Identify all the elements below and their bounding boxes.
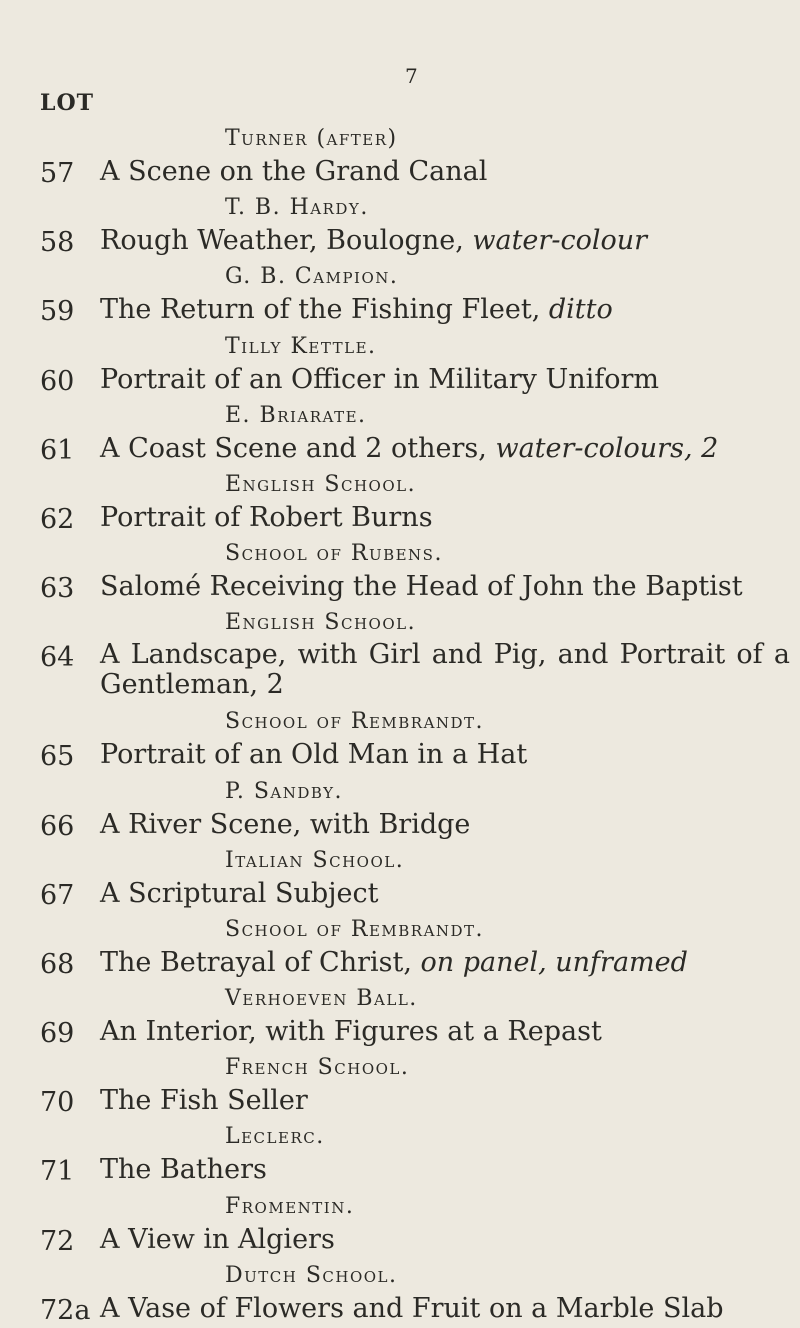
lot-artist: G. B. Campion. xyxy=(225,264,399,290)
lot-title-text: A Coast Scene and 2 others, xyxy=(100,432,496,464)
lot-artist: Leclerc. xyxy=(225,1124,325,1150)
lot-artist: Tilly Kettle. xyxy=(225,333,377,359)
lot-artist: School of Rembrandt. xyxy=(225,916,485,942)
lot-title xyxy=(100,1224,800,1255)
lot-title xyxy=(100,502,800,533)
lot-artist: E. Briarate. xyxy=(225,402,367,428)
lot-title-text: A Landscape, with Girl and Pig, and Portrait of a Gentleman, 2 xyxy=(100,639,790,701)
lot-artist: School of Rubens. xyxy=(225,541,443,567)
lot-title-text: Portrait of an Old Man in a Hat xyxy=(100,739,528,771)
lot-number: 72 xyxy=(40,1225,75,1257)
lot-title-text: An Interior, with Figures at a Repast xyxy=(100,1016,602,1048)
lot-number: 70 xyxy=(40,1087,75,1119)
lot-artist: Verhoeven Ball. xyxy=(225,986,418,1012)
lot-medium-note: on panel, unframed xyxy=(420,946,688,978)
lot-title-text: The Fish Seller xyxy=(100,1085,308,1117)
lot-entry xyxy=(0,1259,800,1328)
lot-title xyxy=(100,571,800,602)
lot-title xyxy=(100,878,800,909)
lot-entry xyxy=(0,1120,800,1189)
lot-medium-note: water-colours, 2 xyxy=(495,432,719,464)
lot-title xyxy=(100,1154,800,1185)
lot-entry xyxy=(0,606,800,705)
lot-column-header: LOT xyxy=(40,90,95,116)
lot-entry xyxy=(0,191,800,260)
lot-title xyxy=(100,1085,800,1116)
lot-number: 59 xyxy=(40,296,75,328)
lot-title xyxy=(100,156,800,187)
lot-entry xyxy=(0,844,800,913)
lot-title-text: A Scene on the Grand Canal xyxy=(100,156,488,187)
lot-number: 69 xyxy=(40,1018,75,1050)
lot-number: 67 xyxy=(40,879,75,911)
page-number: 7 xyxy=(405,64,418,88)
lot-title xyxy=(100,739,800,770)
lot-entry xyxy=(0,1051,800,1120)
lot-title xyxy=(100,225,800,256)
lot-title xyxy=(100,947,800,978)
lot-artist: Fromentin. xyxy=(225,1193,355,1219)
lot-title-text: A View in Algiers xyxy=(100,1223,335,1255)
lot-title-text: The Return of the Fishing Fleet, xyxy=(100,294,549,326)
lot-artist: English School. xyxy=(225,610,417,636)
lot-title-text: Portrait of an Officer in Military Uniform xyxy=(100,363,659,395)
lot-title xyxy=(100,640,790,700)
lot-title xyxy=(100,1293,800,1324)
lot-entry xyxy=(0,330,800,399)
lot-title-text: A River Scene, with Bridge xyxy=(100,808,471,840)
lot-number: 66 xyxy=(40,810,75,842)
lot-artist: Turner (after) xyxy=(225,126,398,151)
lot-list xyxy=(0,122,800,1328)
lot-title-text: Rough Weather, Boulogne, xyxy=(100,225,473,257)
lot-artist: School of Rembrandt. xyxy=(225,709,485,735)
lot-title-text: A Scriptural Subject xyxy=(100,877,379,909)
lot-artist: T. B. Hardy. xyxy=(225,195,369,221)
lot-entry xyxy=(0,705,800,774)
lot-title-text: A Vase of Flowers and Fruit on a Marble Slab xyxy=(100,1292,724,1324)
lot-entry xyxy=(0,468,800,537)
lot-title-text: Salomé Receiving the Head of John the Baptist xyxy=(100,571,743,603)
lot-title xyxy=(100,809,800,840)
lot-number: 65 xyxy=(40,741,75,773)
lot-artist: Dutch School. xyxy=(225,1262,398,1288)
lot-medium-note: water-colour xyxy=(472,225,648,257)
lot-number: 61 xyxy=(40,434,75,466)
lot-number: 58 xyxy=(40,227,75,259)
lot-entry xyxy=(0,913,800,982)
lot-number: 72a xyxy=(40,1294,91,1326)
lot-artist: Italian School. xyxy=(225,847,405,873)
lot-title-text: Portrait of Robert Burns xyxy=(100,501,433,533)
lot-number: 64 xyxy=(40,642,75,674)
lot-number: 63 xyxy=(40,573,75,605)
lot-title xyxy=(100,364,800,395)
lot-entry xyxy=(0,399,800,468)
lot-title xyxy=(100,1016,800,1047)
lot-entry xyxy=(0,982,800,1051)
lot-entry xyxy=(0,122,800,191)
lot-number: 57 xyxy=(40,158,75,189)
lot-number: 68 xyxy=(40,948,75,980)
lot-title xyxy=(100,433,800,464)
lot-number: 60 xyxy=(40,365,75,397)
lot-artist: French School. xyxy=(225,1055,410,1081)
lot-number: 62 xyxy=(40,503,75,535)
lot-entry xyxy=(0,775,800,844)
lot-entry xyxy=(0,260,800,329)
lot-title-text: The Bathers xyxy=(100,1154,267,1186)
lot-artist: English School. xyxy=(225,471,417,497)
lot-title-text: The Betrayal of Christ, xyxy=(100,946,421,978)
lot-number: 71 xyxy=(40,1156,75,1188)
lot-artist: P. Sandby. xyxy=(225,778,344,804)
lot-title xyxy=(100,294,800,325)
lot-medium-note: ditto xyxy=(548,294,613,326)
lot-entry xyxy=(0,1190,800,1259)
lot-entry xyxy=(0,537,800,606)
